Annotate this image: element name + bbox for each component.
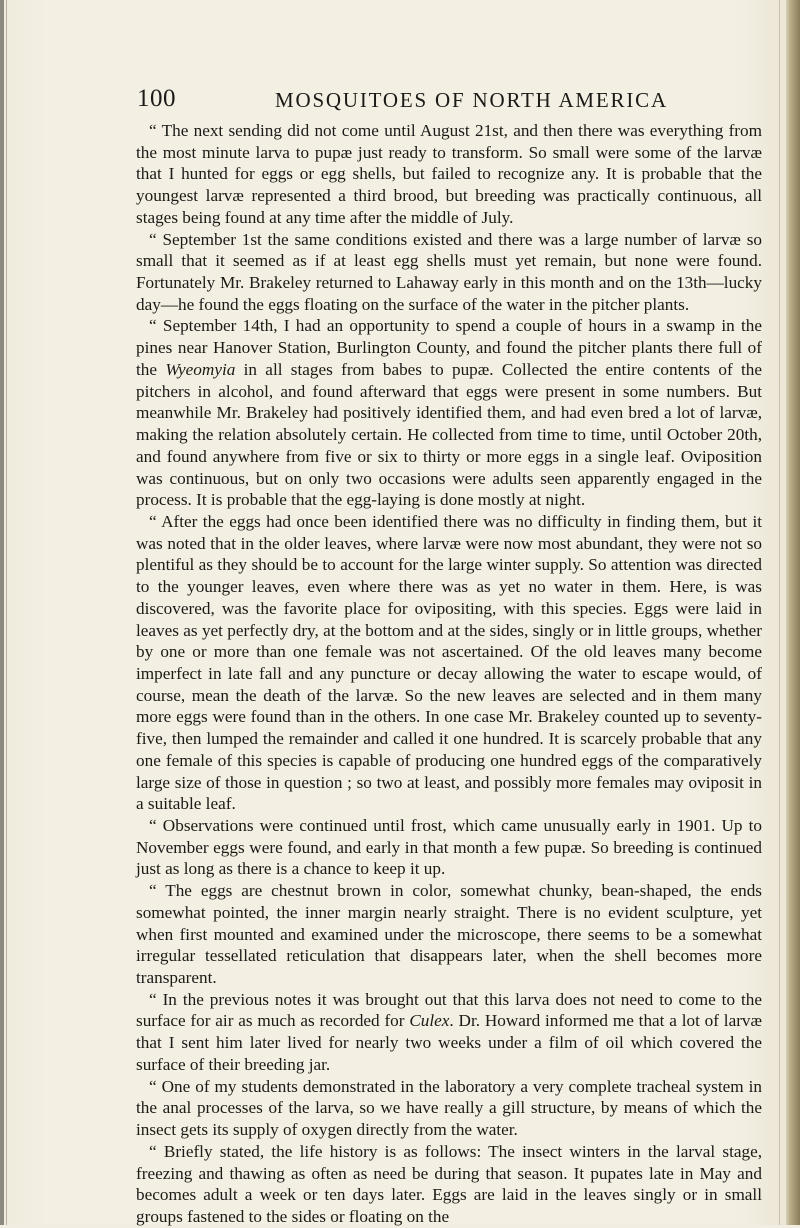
paragraph: “ September 1st the same conditions existed and there was a large number of larvæ so small that it seemed as if at least egg shells must yet remain, but none were found. Fortunately Mr. Brakeley returned to Lahaway early in this month and on the 13th—lucky day—he found the eggs floating on the surface of the water in the pitcher plants. <box>136 229 762 314</box>
binding-line <box>779 0 780 1225</box>
paragraph: “ Briefly stated, the life history is as follows: The insect winters in the larval stage, freezing and thawing as often as need be during that season. It pupates late in May and becomes adult a week or ten days later. Eggs are laid in the leaves singly or in small groups fastened to the sides or floating on the <box>136 1141 762 1226</box>
running-head <box>137 84 757 114</box>
running-title: MOSQUITOES OF NORTH AMERICA <box>275 88 668 112</box>
paragraph: “ The eggs are chestnut brown in color, somewhat chunky, bean-shaped, the ends somewhat pointed, the inner margin nearly straight. There is no evident sculpture, yet when first mounted and examined under the microscope, there seems to be a somewhat irregular tessellated reticulation that disappears later, when the shell becomes more transparent. <box>136 881 762 988</box>
page-left-edge <box>0 0 4 1225</box>
paragraph: “ One of my students demonstrated in the laboratory a very complete tracheal system in the anal processes of the larva, so we have really a gill structure, by means of which the insect gets its supply of oxygen directly from the water. <box>136 1076 762 1140</box>
paragraph: “ In the previous notes it was brought out that this larva does not need to come to the surface for air as much as recorded for Culex. Dr. Howard informed me that a lot of larvæ that I sent him later lived for nearly two weeks under a film of oil which covered the surface of their breeding jar. <box>136 989 762 1074</box>
genus-name: Culex <box>409 1011 450 1031</box>
body-text <box>136 120 762 1228</box>
paragraph: “ September 14th, I had an opportunity to spend a couple of hours in a swamp in the pines near Hanover Station, Burlington County, and found the pitcher plants there full of the Wyeomyia in all stages from babes to pupæ. Collected the entire contents of the pitchers in alcohol, and found afterward that eggs were present in some numbers. But meanwhile Mr. Brakeley had positively identified them, and had even bred a lot of larvæ, making the relation absolutely certain. He collected from time to time, until October 20th, and found anywhere from five or six to thirty or more eggs in a single leaf. Oviposition was continuous, but on only two occasions were adults seen apparently engaged in the process. It is probable that the egg-laying is done mostly at night. <box>136 316 762 510</box>
book-spine <box>786 0 800 1225</box>
paragraph: “ Observations were continued until frost, which came unusually early in 1901. Up to November eggs were found, and early in that month a few pupæ. So breeding is continued just as long as there is a chance to keep it up. <box>136 816 762 879</box>
page-left-edge-line <box>6 0 7 1225</box>
paragraph: “ After the eggs had once been identified there was no difficulty in finding them, but it was noted that in the older leaves, where larvæ were now most abundant, they were not so plentiful as they should be to account for the large winter supply. So attention was directed to the younger leaves, even where there was as yet no water in them. Here, is was discovered, was the favorite place for ovipositing, with this species. Eggs were laid in leaves as yet perfectly dry, at the bottom and at the sides, singly or in little groups, whether by one or more than one female was not ascertained. Of the old leaves many become imperfect in late fall and any puncture or decay allowing the water to escape would, of course, mean the death of the larvæ. So the new leaves are selected and in them many more eggs were found than in the others. In one case Mr. Brakeley counted up to seventy-five, then lumped the remainder and called it one hundred. It is scarcely probable that any one female of this species is capable of producing one hundred eggs of the comparatively large size of those in question ; so two at least, and possibly more females may oviposit in a suitable leaf. <box>136 511 762 814</box>
paragraph: “ The next sending did not come until August 21st, and then there was everything from the most minute larva to pupæ just ready to transform. So small were some of the larvæ that I hunted for eggs or egg shells, but failed to recognize any. It is probable that the youngest larvæ represented a third brood, but breeding was practically continuous, all stages being found at any time after the middle of July. <box>136 121 762 227</box>
page-number: 100 <box>137 85 176 112</box>
genus-name: Wyeomyia <box>165 359 236 379</box>
